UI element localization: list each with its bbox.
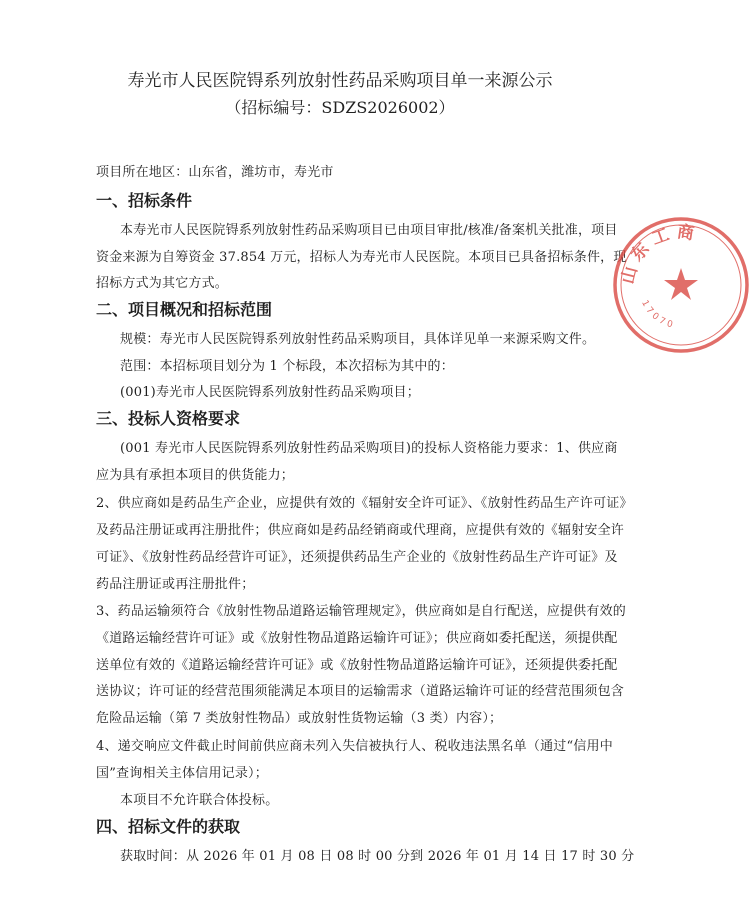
svg-text:17070 — [639, 299, 676, 331]
section-3-line: 2、供应商如是药品生产企业，应提供有效的《辐射安全许可证》、《放射性药品生产许可证》 — [96, 496, 633, 511]
section-2-line: 规模：寿光市人民医院锝系列放射性药品采购项目，具体详见单一来源采购文件。 — [120, 332, 596, 347]
section-3-line: 危险品运输（第 7 类放射性物品）或放射性货物运输（3 类）内容）； — [96, 711, 503, 726]
section-3-line: 送单位有效的《道路运输经营许可证》或《放射性物品道路运输许可证》，还须提供委托配 — [96, 658, 618, 673]
section-3-line: 3、药品运输须符合《放射性物品道路运输管理规定》，供应商如是自行配送，应提供有效的 — [96, 604, 626, 619]
section-3-line: 药品注册证或再注册批件； — [96, 577, 255, 592]
section-2-line: 范围：本招标项目划分为 1 个标段，本次招标为其中的： — [120, 359, 454, 374]
section-1-line: 资金来源为自筹资金 37.854 万元，招标人为寿光市人民医院。本项目已具备招标条件，现 — [96, 250, 627, 265]
seal-top-text: 山东工商 — [618, 221, 702, 287]
section-3-line: 及药品注册证或再注册批件；供应商如是药品经销商或代理商，应提供有效的《辐射安全许 — [96, 523, 625, 538]
section-1-heading: 一、招标条件 — [96, 191, 193, 210]
section-3-line: (001 寿光市人民医院锝系列放射性药品采购项目)的投标人资格能力要求：1、供应商 — [120, 441, 618, 456]
official-seal — [606, 210, 756, 360]
bid-number: （招标编号：SDZS2026002） — [225, 98, 455, 117]
section-3-line: 4、递交响应文件截止时间前供应商未列入失信被执行人、税收违法黑名单（通过“信用中 — [96, 739, 613, 754]
seal-bottom-text: 17070 — [639, 298, 677, 332]
project-region: 项目所在地区：山东省，潍坊市，寿光市 — [96, 165, 334, 180]
seal-star — [664, 268, 698, 300]
section-3-line: 《道路运输经营许可证》或《放射性物品道路运输许可证》；供应商如委托配送，须提供配 — [96, 631, 618, 646]
section-2-heading: 二、项目概况和招标范围 — [96, 300, 273, 319]
section-1-line: 本寿光市人民医院锝系列放射性药品采购项目已由项目审批/核准/备案机关批准，项目 — [120, 223, 618, 238]
seal-graphic — [606, 210, 756, 360]
section-3-line: 送协议；许可证的经营范围须能满足本项目的运输需求（道路运输许可证的经营范围须包含 — [96, 684, 625, 699]
section-1-line: 招标方式为其它方式。 — [96, 276, 229, 291]
section-4-line: 获取时间：从 2026 年 01 月 08 日 08 时 00 分到 2026 年 01 月 14 日 17 时 30 分 — [120, 849, 635, 864]
svg-text:山东工商 — [618, 221, 701, 286]
section-3-line: 本项目不允许联合体投标。 — [120, 793, 279, 808]
section-4-heading: 四、招标文件的获取 — [96, 817, 241, 836]
section-3-line: 应为具有承担本项目的供货能力； — [96, 468, 295, 483]
section-3-line: 可证》、《放射性药品经营许可证》，还须提供药品生产企业的《放射性药品生产许可证》及 — [96, 550, 618, 565]
section-3-line: 国”查询相关主体信用记录）； — [96, 766, 268, 781]
document-title: 寿光市人民医院锝系列放射性药品采购项目单一来源公示 — [127, 71, 553, 91]
section-3-heading: 三、投标人资格要求 — [96, 409, 241, 428]
section-2-line: (001)寿光市人民医院锝系列放射性药品采购项目； — [120, 385, 420, 400]
